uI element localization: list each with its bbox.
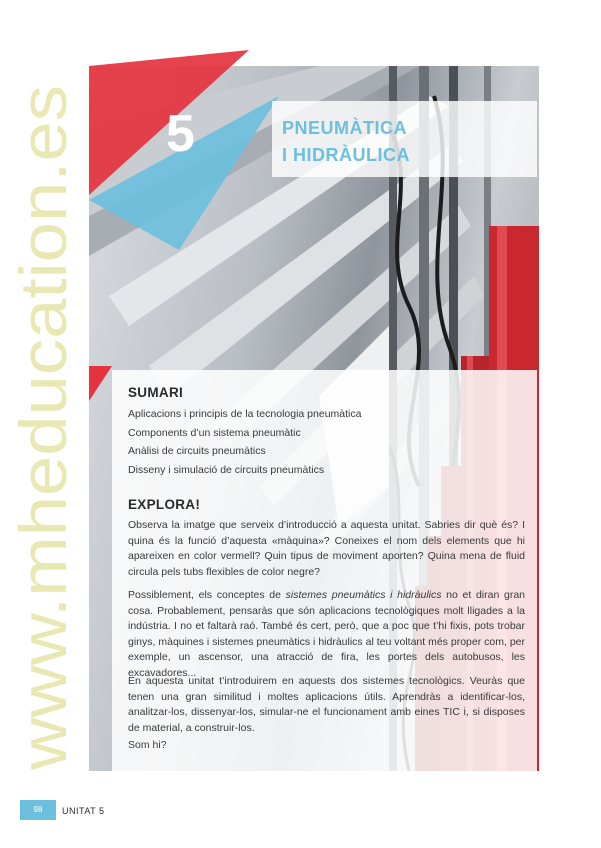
explora-paragraph-1: Observa la imatge que serveix d’introducció a aquesta unitat. Sabries dir què és? I quina és la funció d’aquesta «màquina»? Coneixes el nom dels elements que hi apareixen en color vermell? Quin tipus de moviment aporten? Quina mena de fluid circula pels tubs flexibles de color negre? (128, 519, 525, 578)
unit-title-box (272, 101, 537, 177)
page-number-badge: 98 (20, 800, 56, 820)
unit-number: 5 (166, 105, 195, 163)
sumari-item: Components d’un sistema pneumàtic (128, 426, 301, 439)
explora-p2-emphasis: sistemes pneumàtics i hidràulics (285, 589, 442, 601)
sumari-item: Disseny i simulació de circuits pneumàtics (128, 463, 325, 476)
explora-paragraph-4: Som hi? (128, 739, 167, 751)
explora-heading: EXPLORA! (128, 497, 201, 512)
sumari-item: Anàlisi de circuits pneumàtics (128, 445, 266, 457)
watermark-text: www.mheducation.es (6, 146, 80, 770)
explora-paragraph-3: En aquesta unitat t’introduirem en aquests dos sistemes tecnològics. Veuràs que tenen una gran similitud i moltes aplicacions útils. Aprendràs a identificar-los, analitzar-los, dissenyar-los, simular-ne el funcionament amb eines TIC i, si disposes de material, a construir-los. (128, 675, 525, 734)
sumari-heading: SUMARI (128, 385, 184, 400)
watermark (4, 80, 84, 780)
sumari-list (128, 405, 508, 479)
explora-paragraph-2 (128, 588, 525, 681)
content-panel (112, 370, 537, 772)
explora-p2-start: Possiblement, els conceptes de (128, 589, 286, 601)
sumari-item: Aplicacions i principis de la tecnologia pneumàtica (128, 408, 362, 420)
unit-title-line1: PNEUMÀTICA (282, 118, 407, 138)
explora-p2-end: no et diran gran cosa. Probablement, pensaràs que són aplicacions tecnològiques molt lligades a la indústria. I no et faltarà raó. També és cert, però, que a poc que t’hi fixis, pots trobar ginys, màquines i sistemes pneumàtics i hidràulics al teu voltant més proper com, per exemple, un ascensor, una atracció de fira, les portes dels autobusos, les excavadores... (128, 589, 525, 679)
unit-title-line2: I HIDRÀULICA (282, 145, 410, 165)
footer-unit-label: UNITAT 5 (62, 806, 105, 816)
